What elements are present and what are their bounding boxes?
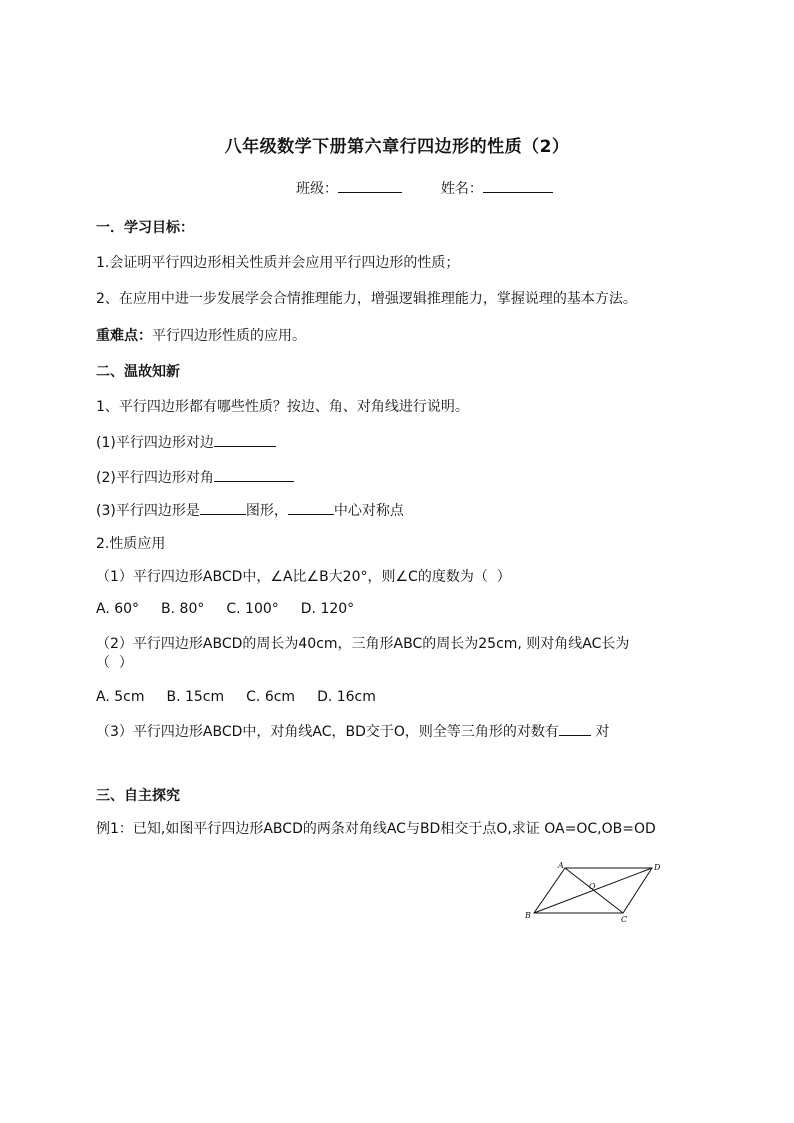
question-1c-post: 中心对称点: [333, 503, 404, 519]
problem-2-options: [96, 688, 398, 706]
problem-3-pre: （3）平行四边形ABCD中，对角线AC，BD交于O，则全等三角形的对数有: [96, 724, 559, 740]
parallelogram-figure: [520, 858, 670, 928]
center-label-o: O: [589, 882, 596, 891]
section1-heading: 一．学习目标：: [96, 220, 194, 236]
problem-1-options: [96, 600, 376, 618]
name-blank[interactable]: [483, 178, 553, 193]
key-text: 平行四边形性质的应用。: [152, 328, 306, 344]
question-1c-pre: (3)平行四边形是: [96, 503, 200, 519]
example-1: 例1：已知,如图平行四边形ABCD的两条对角线AC与BD相交于点O,求证 OA=OC,OB=OD: [96, 821, 656, 837]
vertex-label-d: D: [654, 863, 661, 872]
class-name-line: [296, 178, 553, 198]
question-1c: [96, 500, 404, 520]
question-1: 1、平行四边形都有哪些性质？按边、角、对角线进行说明。: [96, 399, 469, 415]
vertex-label-c: C: [621, 915, 628, 924]
problem-2-line2: （ ）: [96, 655, 133, 671]
option-a[interactable]: A. 60°: [96, 601, 140, 617]
answer-blank[interactable]: [214, 432, 276, 447]
goal-1: 1.会证明平行四边形相关性质并会应用平行四边形的性质；: [96, 255, 460, 271]
name-label: 姓名：: [440, 181, 483, 197]
problem-3-post: 对: [595, 724, 610, 740]
section2-heading: 二、温故知新: [96, 364, 180, 380]
question-1b: [96, 467, 294, 487]
question-1a-text: (1)平行四边形对边: [96, 435, 214, 451]
page-title: 八年级数学下册第六章行四边形的性质（2）: [224, 137, 570, 157]
option-c[interactable]: C. 100°: [226, 601, 279, 617]
answer-blank[interactable]: [559, 721, 591, 736]
problem-1: （1）平行四边形ABCD中，∠A比∠B大20°，则∠C的度数为（ ）: [96, 569, 511, 585]
question-2: 2.性质应用: [96, 536, 166, 552]
option-d[interactable]: D. 120°: [300, 601, 355, 617]
answer-blank[interactable]: [214, 467, 294, 482]
goal-2: 2、在应用中进一步发展学会合情推理能力，增强逻辑推理能力，掌握说理的基本方法。: [96, 291, 637, 307]
key-label: 重难点：: [96, 328, 152, 344]
question-1a: [96, 432, 276, 452]
question-1b-text: (2)平行四边形对角: [96, 470, 214, 486]
class-label: 班级：: [296, 181, 338, 197]
question-1c-mid: 图形，: [245, 503, 288, 519]
vertex-label-b: B: [525, 911, 531, 920]
option-b[interactable]: B. 80°: [161, 601, 205, 617]
section3-heading: 三、自主探究: [96, 788, 180, 804]
answer-blank[interactable]: [288, 500, 334, 515]
option-a[interactable]: A. 5cm: [96, 689, 145, 705]
option-c[interactable]: C. 6cm: [246, 689, 296, 705]
key-point: [96, 327, 306, 345]
problem-3: [96, 721, 609, 741]
option-b[interactable]: B. 15cm: [166, 689, 225, 705]
option-d[interactable]: D. 16cm: [317, 689, 376, 705]
answer-blank[interactable]: [200, 500, 246, 515]
class-blank[interactable]: [338, 178, 402, 193]
vertex-label-a: A: [558, 861, 564, 870]
problem-2-line1: （2）平行四边形ABCD的周长为40cm，三角形ABC的周长为25cm, 则对角线AC长为: [96, 636, 630, 652]
